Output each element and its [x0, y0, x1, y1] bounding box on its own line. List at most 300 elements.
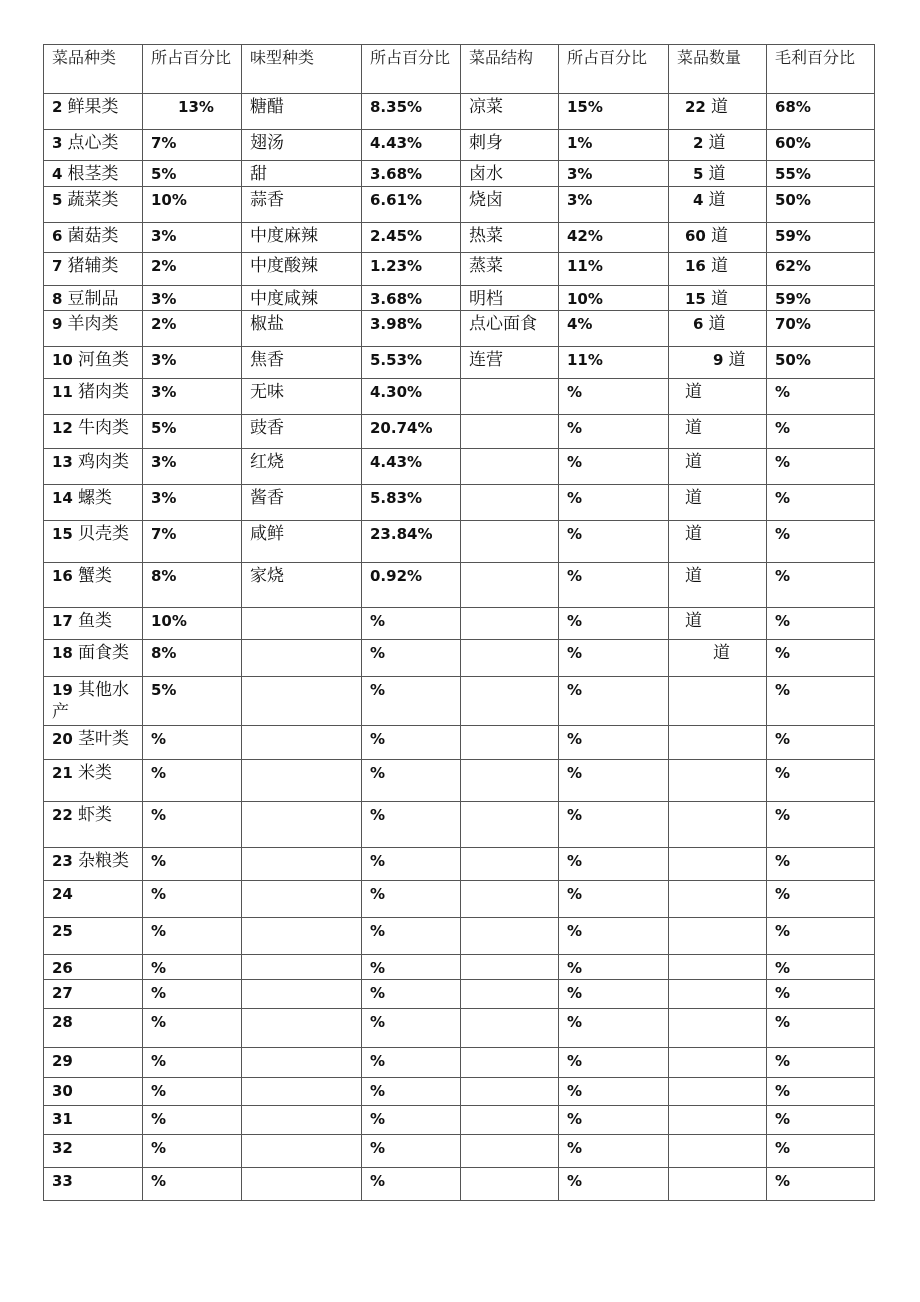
category-cell	[44, 640, 143, 677]
dish-count: 60	[685, 227, 706, 245]
gross-margin: %	[775, 489, 791, 507]
flavor-type: 豉香	[250, 418, 284, 438]
category-cell	[44, 1009, 143, 1048]
margin-cell	[767, 1106, 875, 1135]
dish-category: 牛肉类	[77, 418, 129, 438]
dish-count: 9	[713, 351, 724, 369]
structure-percent-cell	[559, 848, 669, 881]
flavor-percent: %	[370, 885, 386, 903]
table-row	[44, 1135, 875, 1168]
structure-percent: %	[567, 806, 583, 824]
structure-percent-cell	[559, 130, 669, 161]
category-percent: 3%	[151, 489, 177, 507]
structure-cell	[461, 94, 559, 130]
structure-percent-cell	[559, 187, 669, 223]
margin-cell	[767, 640, 875, 677]
flavor-cell	[242, 1135, 362, 1168]
flavor-percent-cell	[362, 726, 461, 760]
structure-percent: 1%	[567, 134, 593, 152]
dish-category: 猪辅类	[67, 256, 119, 276]
flavor-cell	[242, 563, 362, 608]
dish-category: 豆制品	[67, 289, 119, 309]
structure-percent-cell	[559, 485, 669, 521]
row-number: 12	[52, 419, 73, 437]
flavor-percent: 4.43%	[370, 453, 423, 471]
margin-cell	[767, 286, 875, 311]
flavor-type: 中度酸辣	[250, 256, 318, 276]
category-percent: 7%	[151, 525, 177, 543]
margin-cell	[767, 608, 875, 640]
gross-margin: %	[775, 1172, 791, 1190]
table-row	[44, 347, 875, 379]
quantity-cell	[669, 677, 767, 726]
dish-count-unit: 道	[708, 133, 726, 153]
row-number: 16	[52, 567, 73, 585]
gross-margin: %	[775, 525, 791, 543]
gross-margin: %	[775, 419, 791, 437]
margin-cell	[767, 802, 875, 848]
dish-structure: 热菜	[469, 226, 503, 246]
row-number: 22	[52, 806, 73, 824]
row-number: 31	[52, 1110, 73, 1128]
structure-cell	[461, 848, 559, 881]
gross-margin: %	[775, 806, 791, 824]
category-cell	[44, 881, 143, 918]
flavor-cell	[242, 881, 362, 918]
structure-percent: %	[567, 984, 583, 1002]
gross-margin: 50%	[775, 191, 811, 209]
category-percent-cell	[143, 1135, 242, 1168]
category-percent-cell	[143, 563, 242, 608]
gross-margin: %	[775, 922, 791, 940]
structure-percent-cell	[559, 563, 669, 608]
flavor-cell	[242, 1106, 362, 1135]
category-percent: %	[151, 984, 167, 1002]
category-percent-cell	[143, 955, 242, 980]
table-row	[44, 253, 875, 286]
table-row	[44, 1106, 875, 1135]
structure-percent: %	[567, 681, 583, 699]
flavor-percent: %	[370, 806, 386, 824]
header-row	[44, 45, 875, 94]
row-number: 23	[52, 852, 73, 870]
margin-cell	[767, 1048, 875, 1078]
dish-count-unit: 道	[708, 164, 726, 184]
row-number: 13	[52, 453, 73, 471]
table-row	[44, 608, 875, 640]
category-cell	[44, 608, 143, 640]
category-percent-cell	[143, 415, 242, 449]
flavor-percent: %	[370, 644, 386, 662]
flavor-percent: %	[370, 852, 386, 870]
margin-cell	[767, 980, 875, 1009]
table-row	[44, 563, 875, 608]
margin-cell	[767, 94, 875, 130]
table-row	[44, 223, 875, 253]
structure-percent-cell	[559, 1168, 669, 1201]
structure-percent-cell	[559, 1009, 669, 1048]
category-percent-cell	[143, 253, 242, 286]
dish-count: 16	[685, 257, 706, 275]
header-cell: 菜品种类	[44, 45, 143, 94]
row-number: 29	[52, 1052, 73, 1070]
structure-percent: 11%	[567, 351, 603, 369]
structure-percent: 11%	[567, 257, 603, 275]
flavor-cell	[242, 94, 362, 130]
dish-count-unit: 道	[708, 314, 726, 334]
structure-cell	[461, 130, 559, 161]
row-number: 6	[52, 227, 63, 245]
category-cell	[44, 415, 143, 449]
menu-structure-table	[43, 44, 875, 1201]
dish-category: 蔬菜类	[67, 190, 119, 210]
dish-category: 其他水产	[52, 680, 129, 722]
dish-structure: 凉菜	[469, 97, 503, 117]
dish-category: 猪肉类	[77, 382, 129, 402]
row-number: 21	[52, 764, 73, 782]
flavor-type: 甜	[250, 164, 267, 184]
category-cell	[44, 521, 143, 563]
flavor-percent-cell	[362, 223, 461, 253]
flavor-cell	[242, 347, 362, 379]
quantity-cell	[669, 311, 767, 347]
gross-margin: %	[775, 1013, 791, 1031]
quantity-cell	[669, 760, 767, 802]
structure-percent: 3%	[567, 165, 593, 183]
dish-structure: 烧卤	[469, 190, 503, 210]
structure-cell	[461, 286, 559, 311]
flavor-percent: 4.43%	[370, 134, 423, 152]
margin-cell	[767, 415, 875, 449]
header-cell: 所占百分比	[559, 45, 669, 94]
gross-margin: %	[775, 612, 791, 630]
category-cell	[44, 223, 143, 253]
gross-margin: 50%	[775, 351, 811, 369]
flavor-percent: 23.84%	[370, 525, 433, 543]
flavor-percent: 3.68%	[370, 290, 423, 308]
quantity-cell	[669, 802, 767, 848]
row-number: 26	[52, 959, 73, 977]
quantity-cell	[669, 130, 767, 161]
quantity-cell	[669, 881, 767, 918]
margin-cell	[767, 311, 875, 347]
table-row	[44, 130, 875, 161]
flavor-percent: 8.35%	[370, 98, 423, 116]
table-row	[44, 379, 875, 415]
flavor-cell	[242, 379, 362, 415]
category-percent-cell	[143, 848, 242, 881]
flavor-percent: 1.23%	[370, 257, 423, 275]
gross-margin: 59%	[775, 290, 811, 308]
table-row	[44, 1078, 875, 1106]
category-percent-cell	[143, 379, 242, 415]
dish-count-unit: 道	[685, 382, 702, 402]
category-percent: %	[151, 959, 167, 977]
structure-percent: %	[567, 453, 583, 471]
structure-percent-cell	[559, 379, 669, 415]
structure-percent-cell	[559, 608, 669, 640]
row-number: 3	[52, 134, 63, 152]
row-number: 25	[52, 922, 73, 940]
structure-percent-cell	[559, 1078, 669, 1106]
row-number: 27	[52, 984, 73, 1002]
table-row	[44, 485, 875, 521]
category-percent: %	[151, 922, 167, 940]
category-percent: 5%	[151, 419, 177, 437]
quantity-cell	[669, 1168, 767, 1201]
category-percent-cell	[143, 760, 242, 802]
dish-category: 鸡肉类	[77, 452, 129, 472]
category-percent: %	[151, 885, 167, 903]
flavor-percent-cell	[362, 253, 461, 286]
structure-percent: %	[567, 1172, 583, 1190]
structure-percent: %	[567, 383, 583, 401]
gross-margin: %	[775, 681, 791, 699]
structure-cell	[461, 379, 559, 415]
flavor-percent-cell	[362, 640, 461, 677]
gross-margin: %	[775, 764, 791, 782]
table-row	[44, 848, 875, 881]
dish-category: 虾类	[77, 805, 112, 825]
structure-percent: %	[567, 885, 583, 903]
flavor-type: 中度麻辣	[250, 226, 318, 246]
dish-count: 2	[693, 134, 704, 152]
category-cell	[44, 347, 143, 379]
category-percent-cell	[143, 187, 242, 223]
structure-cell	[461, 955, 559, 980]
quantity-cell	[669, 1078, 767, 1106]
quantity-cell	[669, 918, 767, 955]
structure-percent: %	[567, 567, 583, 585]
table-row	[44, 415, 875, 449]
category-percent-cell	[143, 726, 242, 760]
category-percent: 5%	[151, 165, 177, 183]
dish-structure: 卤水	[469, 164, 503, 184]
category-percent-cell	[143, 347, 242, 379]
category-percent: 3%	[151, 290, 177, 308]
quantity-cell	[669, 286, 767, 311]
structure-percent-cell	[559, 521, 669, 563]
category-cell	[44, 1048, 143, 1078]
category-cell	[44, 1106, 143, 1135]
flavor-percent: %	[370, 1110, 386, 1128]
flavor-percent: %	[370, 730, 386, 748]
dish-count-unit: 道	[710, 97, 728, 117]
gross-margin: 62%	[775, 257, 811, 275]
category-percent: 7%	[151, 134, 177, 152]
dish-count-unit: 道	[728, 350, 746, 370]
structure-percent-cell	[559, 640, 669, 677]
structure-percent-cell	[559, 253, 669, 286]
category-percent-cell	[143, 881, 242, 918]
structure-percent: %	[567, 1082, 583, 1100]
table-row	[44, 640, 875, 677]
margin-cell	[767, 848, 875, 881]
table-row	[44, 980, 875, 1009]
table-row	[44, 760, 875, 802]
category-cell	[44, 563, 143, 608]
structure-cell	[461, 563, 559, 608]
header-cell: 所占百分比	[143, 45, 242, 94]
table-row	[44, 1168, 875, 1201]
dish-structure: 蒸菜	[469, 256, 503, 276]
structure-percent: %	[567, 419, 583, 437]
category-percent: 3%	[151, 383, 177, 401]
structure-percent: %	[567, 1110, 583, 1128]
flavor-cell	[242, 449, 362, 485]
flavor-percent-cell	[362, 379, 461, 415]
structure-percent-cell	[559, 223, 669, 253]
flavor-cell	[242, 760, 362, 802]
category-cell	[44, 802, 143, 848]
structure-percent-cell	[559, 802, 669, 848]
flavor-cell	[242, 161, 362, 187]
category-cell	[44, 918, 143, 955]
dish-count: 4	[693, 191, 704, 209]
margin-cell	[767, 130, 875, 161]
category-percent-cell	[143, 1009, 242, 1048]
gross-margin: 68%	[775, 98, 811, 116]
row-number: 32	[52, 1139, 73, 1157]
flavor-percent: %	[370, 612, 386, 630]
header-cell: 菜品数量	[669, 45, 767, 94]
margin-cell	[767, 726, 875, 760]
structure-percent-cell	[559, 726, 669, 760]
dish-category: 蟹类	[77, 566, 112, 586]
flavor-percent-cell	[362, 848, 461, 881]
gross-margin: %	[775, 644, 791, 662]
row-number: 33	[52, 1172, 73, 1190]
structure-cell	[461, 677, 559, 726]
flavor-cell	[242, 223, 362, 253]
category-cell	[44, 980, 143, 1009]
row-number: 2	[52, 98, 63, 116]
dish-structure: 连营	[469, 350, 503, 370]
structure-cell	[461, 726, 559, 760]
structure-cell	[461, 1048, 559, 1078]
flavor-percent-cell	[362, 955, 461, 980]
dish-category: 面食类	[77, 643, 129, 663]
quantity-cell	[669, 449, 767, 485]
flavor-percent: %	[370, 922, 386, 940]
table-row	[44, 449, 875, 485]
category-cell	[44, 253, 143, 286]
row-number: 20	[52, 730, 73, 748]
flavor-percent-cell	[362, 760, 461, 802]
quantity-cell	[669, 187, 767, 223]
flavor-percent: %	[370, 959, 386, 977]
margin-cell	[767, 223, 875, 253]
row-number: 18	[52, 644, 73, 662]
category-cell	[44, 161, 143, 187]
structure-cell	[461, 521, 559, 563]
structure-percent: 3%	[567, 191, 593, 209]
quantity-cell	[669, 521, 767, 563]
quantity-cell	[669, 94, 767, 130]
category-percent: 10%	[151, 191, 187, 209]
row-number: 30	[52, 1082, 73, 1100]
flavor-percent: 5.83%	[370, 489, 423, 507]
flavor-cell	[242, 415, 362, 449]
quantity-cell	[669, 726, 767, 760]
category-percent: 2%	[151, 315, 177, 333]
flavor-percent-cell	[362, 980, 461, 1009]
structure-cell	[461, 760, 559, 802]
category-percent: 13%	[178, 98, 214, 116]
dish-category: 米类	[77, 763, 112, 783]
flavor-cell	[242, 955, 362, 980]
flavor-type: 糖醋	[250, 97, 284, 117]
margin-cell	[767, 1078, 875, 1106]
category-percent: %	[151, 852, 167, 870]
gross-margin: 60%	[775, 134, 811, 152]
dish-category: 根茎类	[67, 164, 119, 184]
table-row	[44, 918, 875, 955]
dish-count: 5	[693, 165, 704, 183]
flavor-percent: 6.61%	[370, 191, 423, 209]
structure-cell	[461, 223, 559, 253]
row-number: 17	[52, 612, 73, 630]
quantity-cell	[669, 1048, 767, 1078]
margin-cell	[767, 187, 875, 223]
quantity-cell	[669, 485, 767, 521]
margin-cell	[767, 760, 875, 802]
category-percent: %	[151, 1172, 167, 1190]
table-row	[44, 187, 875, 223]
dish-category: 菌菇类	[67, 226, 119, 246]
flavor-percent: %	[370, 1013, 386, 1031]
header-cell: 菜品结构	[461, 45, 559, 94]
row-number: 8	[52, 290, 63, 308]
structure-percent: %	[567, 852, 583, 870]
margin-cell	[767, 955, 875, 980]
flavor-percent: %	[370, 1139, 386, 1157]
margin-cell	[767, 161, 875, 187]
quantity-cell	[669, 980, 767, 1009]
quantity-cell	[669, 223, 767, 253]
category-percent: 3%	[151, 351, 177, 369]
structure-cell	[461, 415, 559, 449]
margin-cell	[767, 1135, 875, 1168]
flavor-percent-cell	[362, 130, 461, 161]
quantity-cell	[669, 347, 767, 379]
flavor-percent-cell	[362, 802, 461, 848]
quantity-cell	[669, 955, 767, 980]
category-percent: 3%	[151, 227, 177, 245]
dish-category: 点心类	[67, 133, 119, 153]
quantity-cell	[669, 161, 767, 187]
dish-count-unit: 道	[713, 643, 730, 663]
table-row	[44, 161, 875, 187]
category-cell	[44, 760, 143, 802]
structure-cell	[461, 253, 559, 286]
quantity-cell	[669, 563, 767, 608]
flavor-cell	[242, 980, 362, 1009]
structure-percent: %	[567, 489, 583, 507]
structure-percent-cell	[559, 760, 669, 802]
table-row	[44, 286, 875, 311]
flavor-percent: 4.30%	[370, 383, 423, 401]
category-percent-cell	[143, 161, 242, 187]
row-number: 24	[52, 885, 73, 903]
structure-percent: %	[567, 644, 583, 662]
structure-percent: %	[567, 1013, 583, 1031]
margin-cell	[767, 347, 875, 379]
category-cell	[44, 311, 143, 347]
structure-percent-cell	[559, 94, 669, 130]
category-cell	[44, 848, 143, 881]
flavor-percent-cell	[362, 94, 461, 130]
